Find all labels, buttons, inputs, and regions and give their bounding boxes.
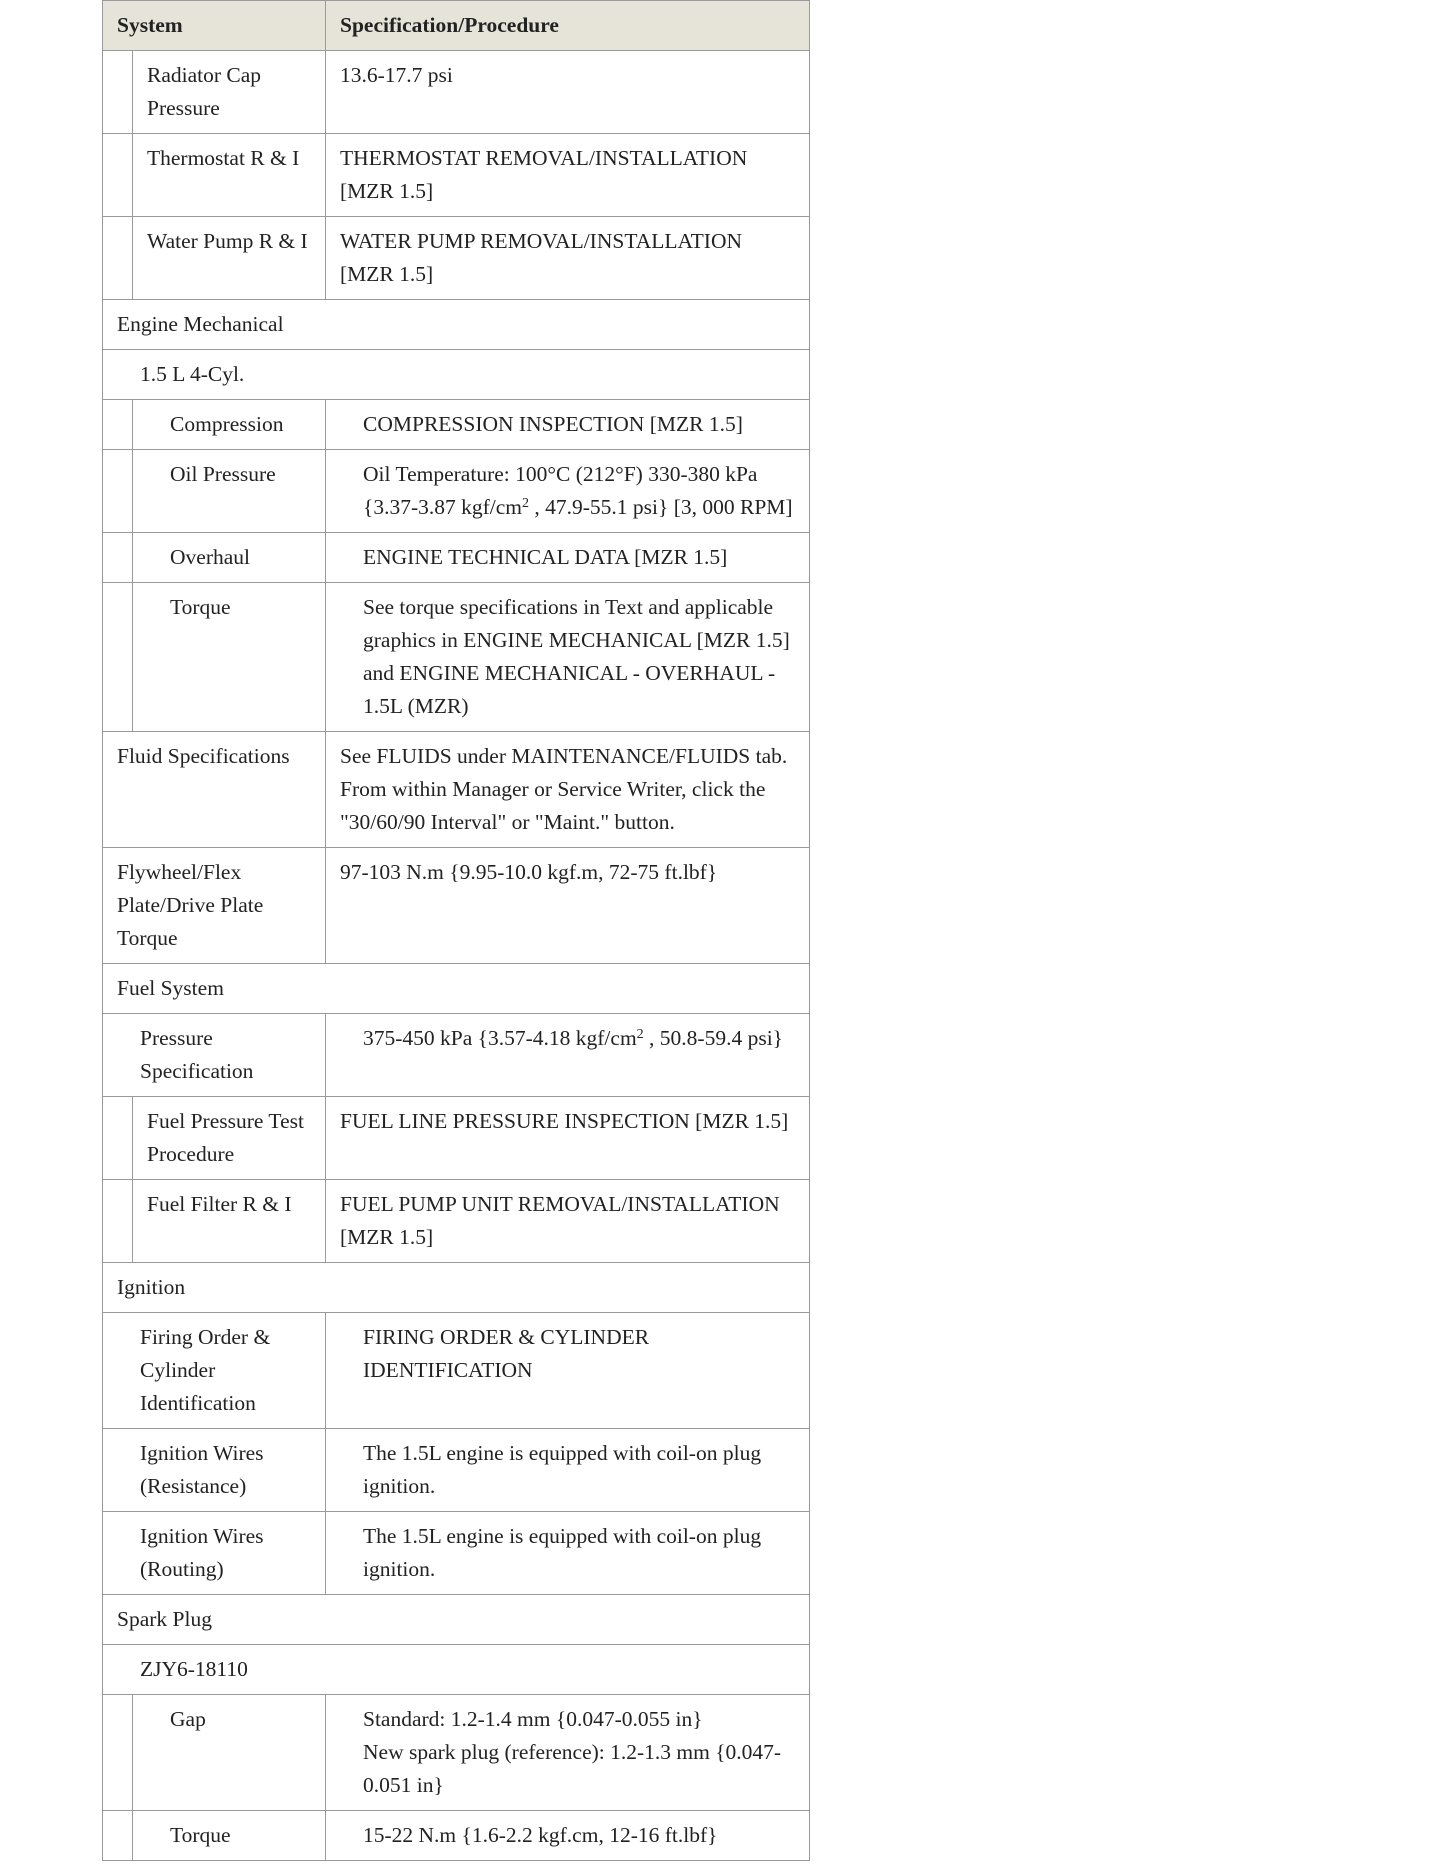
section-row [103, 300, 810, 350]
spec-cell [326, 1695, 810, 1811]
spec-cell: The 1.5L engine is equipped with coil-on plug ignition. [326, 1512, 810, 1595]
system-cell: Radiator Cap Pressure [133, 51, 326, 134]
spec-cell: 13.6-17.7 psi [326, 51, 810, 134]
table-row [103, 732, 810, 848]
indent-cell [103, 583, 133, 732]
spec-cell: ENGINE TECHNICAL DATA [MZR 1.5] [326, 533, 810, 583]
table-row [103, 1811, 810, 1861]
section-row [103, 1595, 810, 1645]
table-header-row [103, 1, 810, 51]
table-row [103, 134, 810, 217]
indent-cell [103, 51, 133, 134]
table-row [103, 217, 810, 300]
indent-cell [103, 1695, 133, 1811]
spec-cell: FUEL LINE PRESSURE INSPECTION [MZR 1.5] [326, 1097, 810, 1180]
spec-cell: COMPRESSION INSPECTION [MZR 1.5] [326, 400, 810, 450]
indent-cell [103, 1097, 133, 1180]
spec-text: 375-450 kPa {3.57-4.18 kgf/cm [363, 1026, 637, 1050]
specification-table [102, 0, 810, 1861]
system-column-header: System [103, 1, 326, 51]
system-cell: Thermostat R & I [133, 134, 326, 217]
subsection-row [103, 350, 810, 400]
system-cell: Compression [133, 400, 326, 450]
system-cell: Water Pump R & I [133, 217, 326, 300]
section-title-spark-plug: Spark Plug [103, 1595, 810, 1645]
table-row [103, 400, 810, 450]
table-row [103, 1695, 810, 1811]
table-row [103, 583, 810, 732]
section-row [103, 964, 810, 1014]
table-row [103, 1180, 810, 1263]
system-cell: Fuel Pressure Test Procedure [133, 1097, 326, 1180]
spec-cell: FIRING ORDER & CYLINDER IDENTIFICATION [326, 1313, 810, 1429]
indent-cell [103, 400, 133, 450]
table-row [103, 1429, 810, 1512]
table-row [103, 450, 810, 533]
spec-text: , 50.8-59.4 psi} [643, 1026, 783, 1050]
system-cell: Fuel Filter R & I [133, 1180, 326, 1263]
spec-cell [326, 450, 810, 533]
table-row [103, 51, 810, 134]
spec-cell: See FLUIDS under MAINTENANCE/FLUIDS tab. From within Manager or Service Writer, click the "30/60/90 Interval" or "Maint." button. [326, 732, 810, 848]
superscript: 2 [522, 496, 530, 511]
system-cell: Torque [133, 583, 326, 732]
spec-text: Oil Temperature: 100°C (212°F) 330-380 kPa {3.37-3.87 kgf/cm [363, 462, 758, 519]
indent-cell [103, 134, 133, 217]
section-title-ignition: Ignition [103, 1263, 810, 1313]
indent-cell [103, 1180, 133, 1263]
section-row [103, 1263, 810, 1313]
system-cell: Ignition Wires (Routing) [103, 1512, 326, 1595]
table-row [103, 1313, 810, 1429]
subsection-title-spark-plug: ZJY6-18110 [103, 1645, 810, 1695]
spec-cell [326, 1014, 810, 1097]
section-title-engine: Engine Mechanical [103, 300, 810, 350]
subsection-row [103, 1645, 810, 1695]
table-row [103, 533, 810, 583]
spec-text: , 47.9-55.1 psi} [3, 000 RPM] [529, 495, 793, 519]
table-row [103, 1097, 810, 1180]
spec-cell: The 1.5L engine is equipped with coil-on plug ignition. [326, 1429, 810, 1512]
table-row [103, 1512, 810, 1595]
system-cell: Ignition Wires (Resistance) [103, 1429, 326, 1512]
spec-cell: 15-22 N.m {1.6-2.2 kgf.cm, 12-16 ft.lbf} [326, 1811, 810, 1861]
system-cell: Oil Pressure [133, 450, 326, 533]
system-cell: Pressure Specification [103, 1014, 326, 1097]
spec-cell: See torque specifications in Text and applicable graphics in ENGINE MECHANICAL [MZR 1.5] and ENGINE MECHANICAL - OVERHAUL - 1.5L (MZR) [326, 583, 810, 732]
spec-line: Standard: 1.2-1.4 mm {0.047-0.055 in} [363, 1707, 703, 1731]
system-cell: Torque [133, 1811, 326, 1861]
table-row [103, 1014, 810, 1097]
system-cell: Gap [133, 1695, 326, 1811]
spec-line: New spark plug (reference): 1.2-1.3 mm {0.047-0.051 in} [363, 1740, 782, 1797]
indent-cell [103, 533, 133, 583]
table-row [103, 848, 810, 964]
system-cell: Fluid Specifications [103, 732, 326, 848]
subsection-title-engine: 1.5 L 4-Cyl. [103, 350, 810, 400]
spec-cell: THERMOSTAT REMOVAL/INSTALLATION [MZR 1.5] [326, 134, 810, 217]
system-cell: Firing Order & Cylinder Identification [103, 1313, 326, 1429]
indent-cell [103, 217, 133, 300]
system-cell: Overhaul [133, 533, 326, 583]
indent-cell [103, 450, 133, 533]
section-title-fuel: Fuel System [103, 964, 810, 1014]
spec-cell: FUEL PUMP UNIT REMOVAL/INSTALLATION [MZR 1.5] [326, 1180, 810, 1263]
spec-cell: 97-103 N.m {9.95-10.0 kgf.m, 72-75 ft.lbf} [326, 848, 810, 964]
spec-cell: WATER PUMP REMOVAL/INSTALLATION [MZR 1.5] [326, 217, 810, 300]
spec-column-header: Specification/Procedure [326, 1, 810, 51]
indent-cell [103, 1811, 133, 1861]
superscript: 2 [636, 1027, 644, 1042]
system-cell: Flywheel/Flex Plate/Drive Plate Torque [103, 848, 326, 964]
